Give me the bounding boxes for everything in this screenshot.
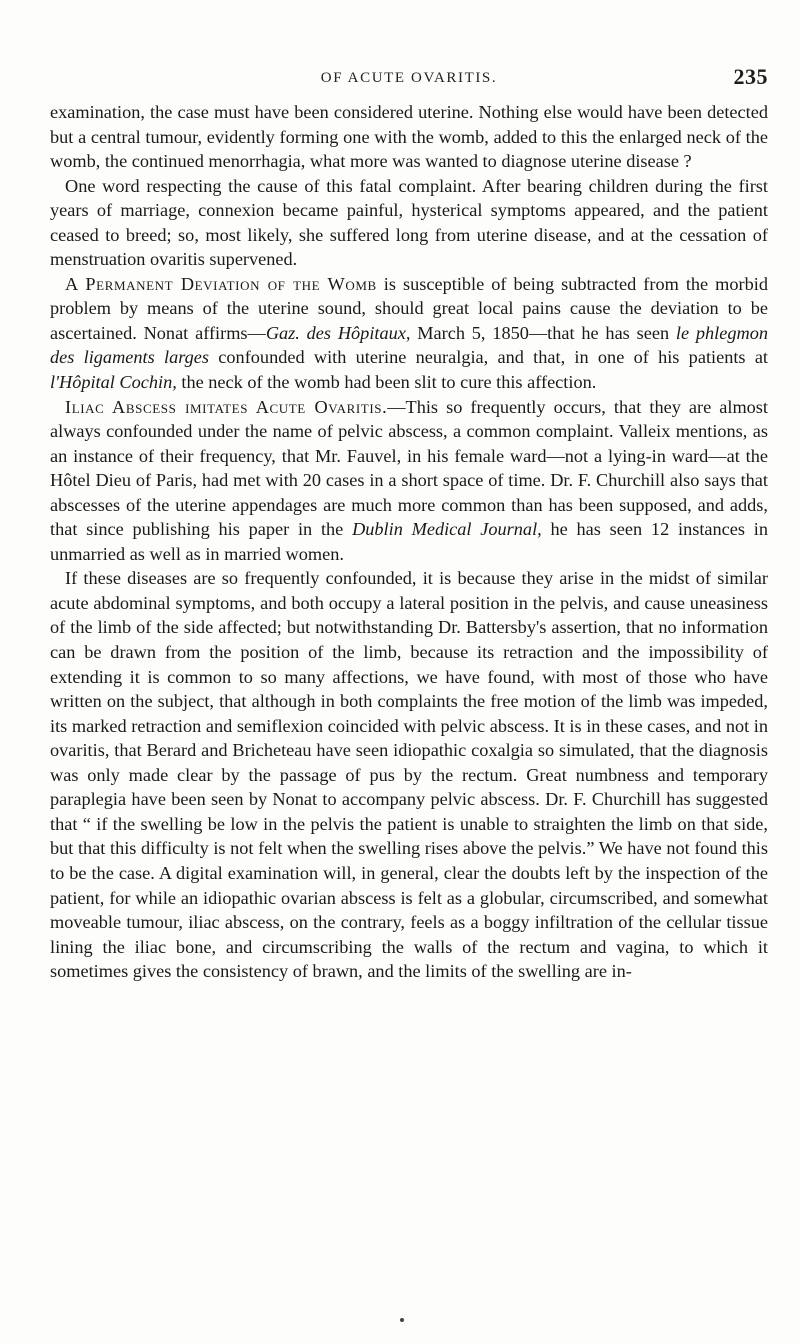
running-title: OF ACUTE OVARITIS. bbox=[320, 70, 498, 86]
paragraph-1: examination, the case must have been considered uterine. Nothing else would have been detected but a central tumour, evidently forming one with the womb, added to this the enlarged neck of the womb, the continued menorrhagia, what more was wanted to diagnose uterine disease ? bbox=[50, 102, 768, 172]
citation-le-phlegmon: le phlegmon des ligaments larges bbox=[50, 322, 768, 368]
paragraph-3-text-4: the neck of the womb had been slit to cure this affection. bbox=[176, 372, 597, 393]
paragraph-4-text-1: —This so frequently occurs, that they are almost always confounded under the name of pelvic abscess, a common complaint. Valleix mentions, as an instance of their frequency, that Mr. Fauvel, in his female ward—not a lying-in ward—at the Hôtel Dieu of Paris, had met with 20 cases in a short space of time. Dr. F. Churchill also says that abscesses of the uterine appendages are much more common than has been supposed, and adds, that since publishing his paper in the bbox=[50, 396, 768, 540]
paragraph-4-text-2: he has seen 12 instances in unmarried as well as in married women. bbox=[50, 519, 768, 564]
paragraph-5: If these diseases are so frequently confounded, it is because they arise in the midst of similar acute abdominal symptoms, and both occupy a lateral position in the pelvis, and cause uneasiness of the limb of the side affected; but notwithstanding Dr. Battersby's assertion, that no information can be drawn from the position of the limb, because its retraction and the impossibility of extending it is common to so many affections, we have found, with most of those who have written on the subject, that although in both complaints the free motion of the limb was impeded, its marked retraction and semiflexion coincided with pelvic abscess. It is in these cases, and not in ovaritis, that Berard and Bricheteau have seen idiopathic coxalgia so simulated, that the diagnosis was only made clear by the passage of pus by the rectum. Great numbness and temporary paraplegia have been seen by Nonat to accompany pelvic abscess. Dr. F. Churchill has suggested that “ if the swelling be low in the pelvis the patient is unable to straighten the limb on that side, but that this difficulty is not felt when the swelling rises above the pelvis.” We have not found this to be the case. A digital examination will, in general, clear the doubts left by the inspection of the patient, for while an idiopathic ovarian abscess is felt as a globular, circumscribed, and somewhat moveable tumour, iliac abscess, on the contrary, feels as a boggy infiltration of the cellular tissue lining the iliac bone, and circumscribing the walls of the rectum and vagina, to which it sometimes gives the consistency of brawn, and the limits of the swelling are in- bbox=[50, 568, 768, 982]
paragraph-3-text-2: March 5, 1850—that he has seen bbox=[410, 322, 676, 343]
running-head bbox=[50, 66, 768, 92]
paragraph-3-text-3: confounded with uterine neuralgia, and that, in one of his patients at bbox=[209, 347, 769, 368]
body-text bbox=[50, 100, 768, 984]
paragraph-2: One word respecting the cause of this fatal complaint. After bearing children during the first years of marriage, connexion became painful, hysterical symptoms appeared, and the patient ceased to breed; so, most likely, she suffered long from uterine disease, and at the cessation of menstruation ovaritis supervened. bbox=[50, 175, 768, 270]
paragraph-3-text-1: is susceptible of being subtracted from the morbid problem by means of the uterine sound, should great local pains cause the deviation to be ascertained. Nonat affirms— bbox=[50, 273, 768, 343]
paragraph-4 bbox=[50, 395, 768, 567]
paragraph-3 bbox=[50, 272, 768, 395]
page-number: 235 bbox=[733, 64, 768, 89]
citation-gaz-des-hopitaux: Gaz. des Hôpitaux, bbox=[265, 322, 411, 343]
citation-dublin-medical-journal: Dublin Medical Journal, bbox=[352, 519, 542, 540]
print-speck bbox=[400, 1318, 404, 1322]
citation-hopital-cochin: l'Hôpital Cochin, bbox=[50, 372, 177, 393]
section-heading-permanent-deviation: A Permanent Deviation of the Womb bbox=[65, 273, 377, 294]
section-heading-iliac-abscess: Iliac Abscess imitates Acute Ovaritis. bbox=[65, 396, 388, 417]
